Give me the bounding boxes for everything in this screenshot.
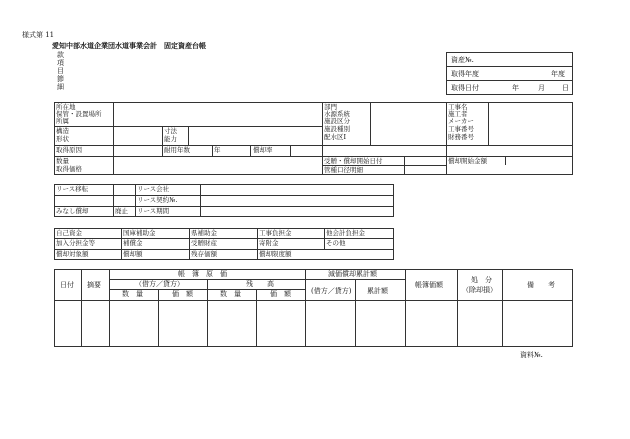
ledger-number-label: 財務番号 <box>448 133 474 141</box>
facility-class-label: 施設区分 <box>324 117 350 125</box>
col-disposal: 処 分 <box>471 276 492 284</box>
funding-compensation: 補償金 <box>123 239 143 247</box>
funding-own: 自己資金 <box>56 229 82 237</box>
maker-label: メーカー <box>448 117 474 125</box>
quantity-label: 数量 <box>56 157 69 165</box>
lease-company-label: リース会社 <box>137 185 170 193</box>
form-number: 様式第 11 <box>22 31 55 39</box>
transfer-date-label: 受贈・償却開始日付 <box>324 157 383 165</box>
doc-number-label: 資料№. <box>520 351 543 359</box>
useful-life-years: 年 <box>214 146 221 154</box>
col-book-value: 帳 簿 原 価 <box>178 270 227 278</box>
abolished-label: 廃止 <box>115 207 128 215</box>
col-quantity-2: 数 量 <box>220 290 241 298</box>
col-date: 日付 <box>60 281 74 289</box>
ledger-table <box>54 269 573 347</box>
depreciation-amount-label: 償却額 <box>123 250 143 258</box>
location-label: 所在地 <box>56 103 76 111</box>
asset-detail-table <box>54 102 573 175</box>
funding-donation: 寄附金 <box>259 239 279 247</box>
category-moku: 目 <box>57 67 64 75</box>
pipe-spec-label: 管種口径明細 <box>324 166 363 174</box>
col-accum-depreciation: 減価償却累計額 <box>328 270 377 278</box>
asset-no-label: 資産№. <box>451 56 474 64</box>
category-kan: 款 <box>57 51 64 59</box>
lease-contract-no-label: リース契約№. <box>137 196 178 204</box>
col-summary: 摘要 <box>87 281 101 289</box>
page-title: 愛知中部水道企業団水道事業会計 固定資産台帳 <box>52 42 206 50</box>
acquisition-year-label: 取得年度 <box>451 70 479 78</box>
department-label: 部門 <box>324 103 337 111</box>
lease-period-label: リース期間 <box>137 207 170 215</box>
facility-type-label: 施設種別 <box>324 125 350 133</box>
work-name-label: 工事名 <box>448 103 468 111</box>
col-accum-debit-credit: (借方／貸方) <box>311 287 352 295</box>
date-year-label: 年 <box>512 84 519 92</box>
acquisition-date-label: 取得日付 <box>451 84 479 92</box>
date-day-label: 日 <box>562 84 569 92</box>
depreciation-limit-label: 償却限度額 <box>259 250 292 258</box>
category-kou: 項 <box>57 59 64 67</box>
funding-other-account: 他会計負担金 <box>326 229 365 237</box>
col-disposal-sub: （除却損） <box>462 286 497 294</box>
shape-label: 形状 <box>56 135 69 143</box>
depreciation-target-label: 償却対象額 <box>56 250 89 258</box>
col-amount-1: 価 額 <box>172 290 193 298</box>
pipe-area-label: 配水区Ⅰ <box>324 133 347 141</box>
depreciation-rate-label: 償却率 <box>253 146 273 154</box>
acquisition-price-label: 取得価格 <box>56 165 82 173</box>
col-amount-2: 価 額 <box>270 290 291 298</box>
dimension-label: 寸法 <box>164 127 177 135</box>
date-month-label: 月 <box>538 84 545 92</box>
deemed-depreciation-label: みなし償却 <box>56 207 89 215</box>
water-system-label: 水源系統 <box>324 110 350 118</box>
category-setsu: 節 <box>57 75 64 83</box>
depreciation-start-amount-label: 償却開始金額 <box>448 157 487 165</box>
category-sai: 細 <box>57 83 64 91</box>
lease-transfer-label: リース移転 <box>56 185 89 193</box>
col-debit-credit: （借方／貸方） <box>135 280 184 288</box>
funding-donated-property: 受贈財産 <box>191 239 217 247</box>
capacity-label: 能力 <box>164 135 177 143</box>
funding-construction-share: 工事負担金 <box>259 229 292 237</box>
lease-table <box>54 184 394 217</box>
contractor-label: 施工者 <box>448 110 468 118</box>
col-quantity-1: 数 量 <box>122 290 143 298</box>
col-book-price: 帳簿価額 <box>415 281 443 289</box>
col-accum-amount: 累計額 <box>367 287 388 295</box>
funding-prefecture-subsidy: 県補助金 <box>191 229 217 237</box>
belong-label: 所属 <box>56 117 69 125</box>
work-number-label: 工事番号 <box>448 125 474 133</box>
year-unit: 年度 <box>551 70 565 78</box>
acquisition-reason-label: 取得原因 <box>56 146 82 154</box>
useful-life-label: 耐用年数 <box>164 146 190 154</box>
residual-value-label: 残存価額 <box>191 250 217 258</box>
funding-membership: 加入分担金等 <box>56 239 95 247</box>
funding-national-subsidy: 国庫補助金 <box>123 229 156 237</box>
structure-label: 構造 <box>56 127 69 135</box>
funding-other: その他 <box>326 239 346 247</box>
col-remarks: 備 考 <box>527 281 555 289</box>
col-balance: 残 高 <box>246 280 274 288</box>
install-place-label: 保管・設置場所 <box>56 110 102 118</box>
